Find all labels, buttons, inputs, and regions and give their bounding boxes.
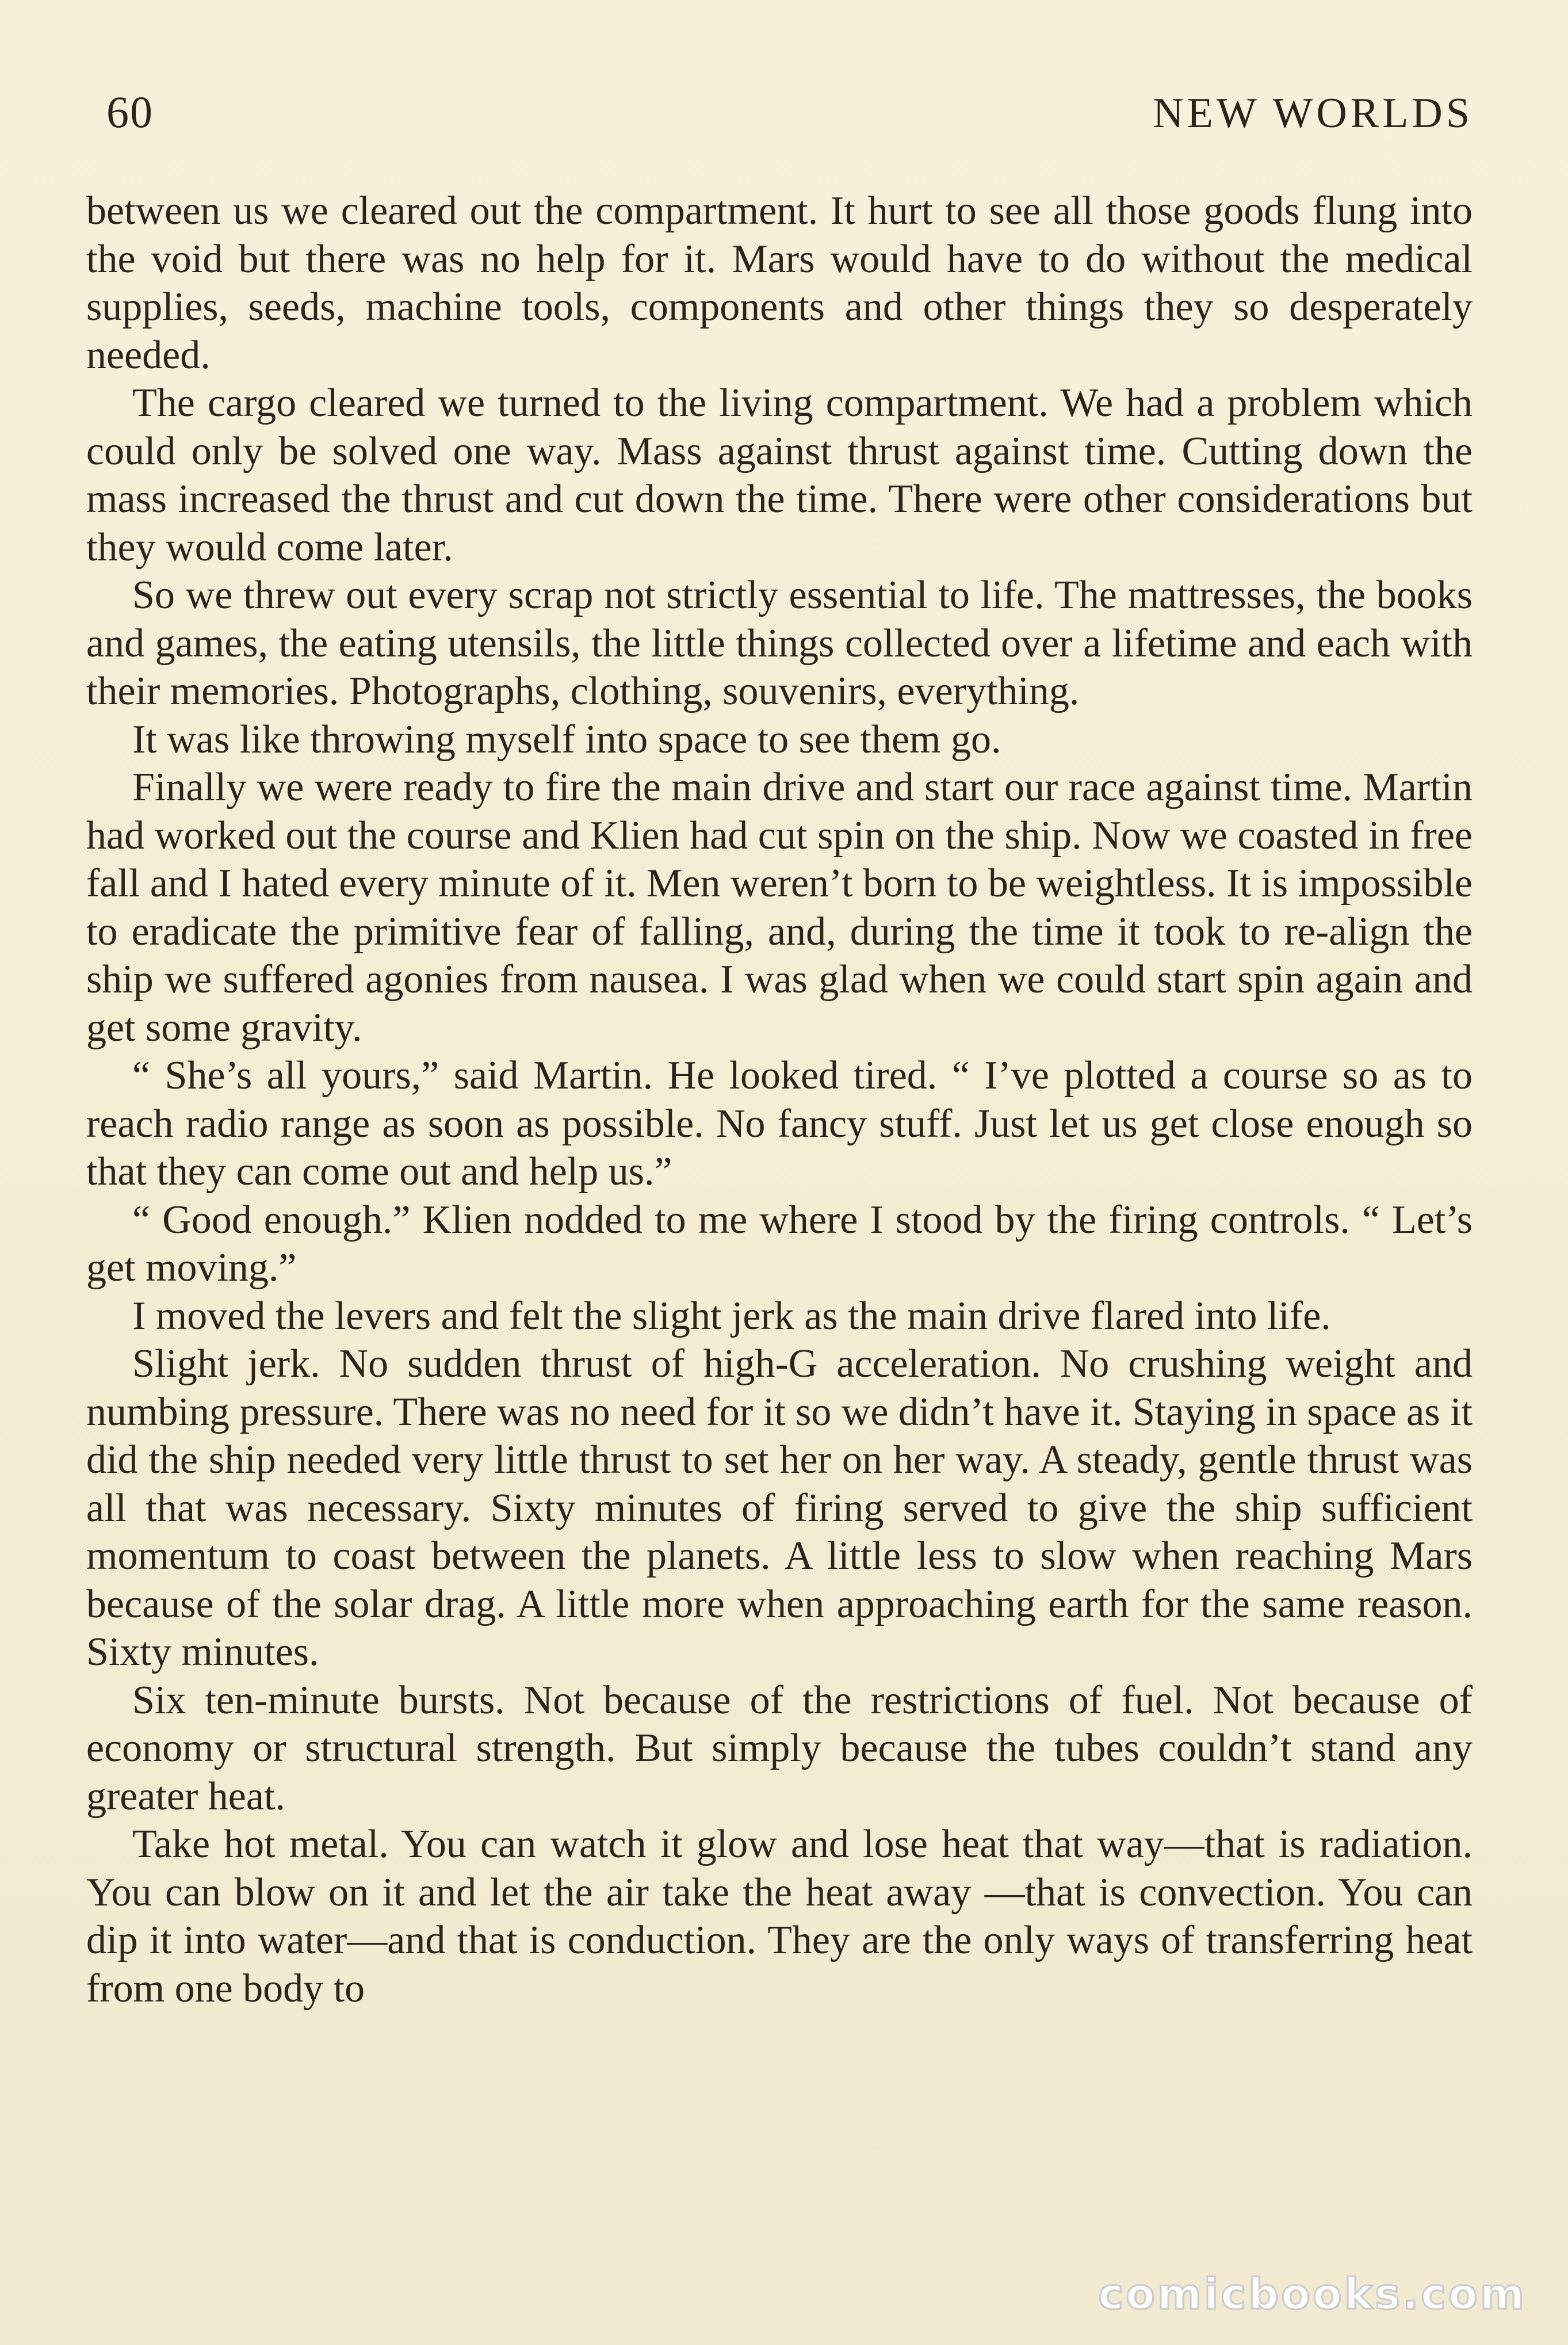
paragraph: Finally we were ready to fire the main drive and start our race against time. Martin had worked out the course and Klien had cut spin on the ship. Now we coasted in free fall and I hated every minute of it. Men weren’t born to be weightless. It is impossible to eradicate the primitive fear of falling, and, during the time it took to re-align the ship we suffered agonies from nausea. I was glad when we could start spin again and get some gravity.: [86, 765, 1473, 1050]
paragraph: I moved the levers and felt the slight jerk as the main drive flared into life.: [132, 1293, 1331, 1338]
paragraph: between us we cleared out the compartment. It hurt to see all those goods flung into the void but there was no help for it. Mars would have to do without the medical supplies, seeds, machine tools, components and other things they so desperately needed.: [86, 189, 1473, 377]
paragraph: Take hot metal. You can watch it glow and lose heat that way—that is radiation. You can blow on it and let the air take the heat away —that is convection. You can dip it into water—and that is conduction. They are the only ways of transferring heat from one body to: [86, 1822, 1473, 2011]
paragraph: “ She’s all yours,” said Martin. He looked tired. “ I’ve plotted a course so as to reach radio range as soon as possible. No fancy stuff. Just let us get close enough so that they can come out and help us.”: [86, 1053, 1473, 1194]
body-text: [86, 187, 1473, 2012]
section-title: NEW WORLDS: [1153, 90, 1473, 137]
paragraph: So we threw out every scrap not strictly essential to life. The mattresses, the books and games, the eating utensils, the little things collected over a lifetime and each with their memories. Photographs, clothing, souvenirs, everything.: [86, 573, 1473, 713]
paragraph: “ Good enough.” Klien nodded to me where I stood by the firing controls. “ Let’s get moving.”: [86, 1197, 1473, 1290]
running-head: [106, 86, 1473, 150]
paragraph: It was like throwing myself into space to see them go.: [132, 717, 1001, 762]
paragraph: Six ten-minute bursts. Not because of the restrictions of fuel. Not because of economy or structural strength. But simply because the tubes couldn’t stand any greater heat.: [86, 1678, 1473, 1819]
page-number: 60: [106, 87, 154, 137]
watermark: comicbooks.com: [1098, 2270, 1527, 2319]
paragraph: The cargo cleared we turned to the living compartment. We had a problem which could only be solved one way. Mass against thrust against time. Cutting down the mass increased the thrust and cut down the time. There were other considerations but they would come later.: [86, 381, 1473, 570]
paragraph: Slight jerk. No sudden thrust of high-G acceleration. No crushing weight and numbing pressure. There was no need for it so we didn’t have it. Staying in space as it did the ship needed very little thrust to set her on her way. A steady, gentle thrust was all that was necessary. Sixty minutes of firing served to give the ship sufficient momentum to coast between the planets. A little less to slow when reaching Mars because of the solar drag. A little more when approaching earth for the same reason. Sixty minutes.: [86, 1342, 1473, 1674]
